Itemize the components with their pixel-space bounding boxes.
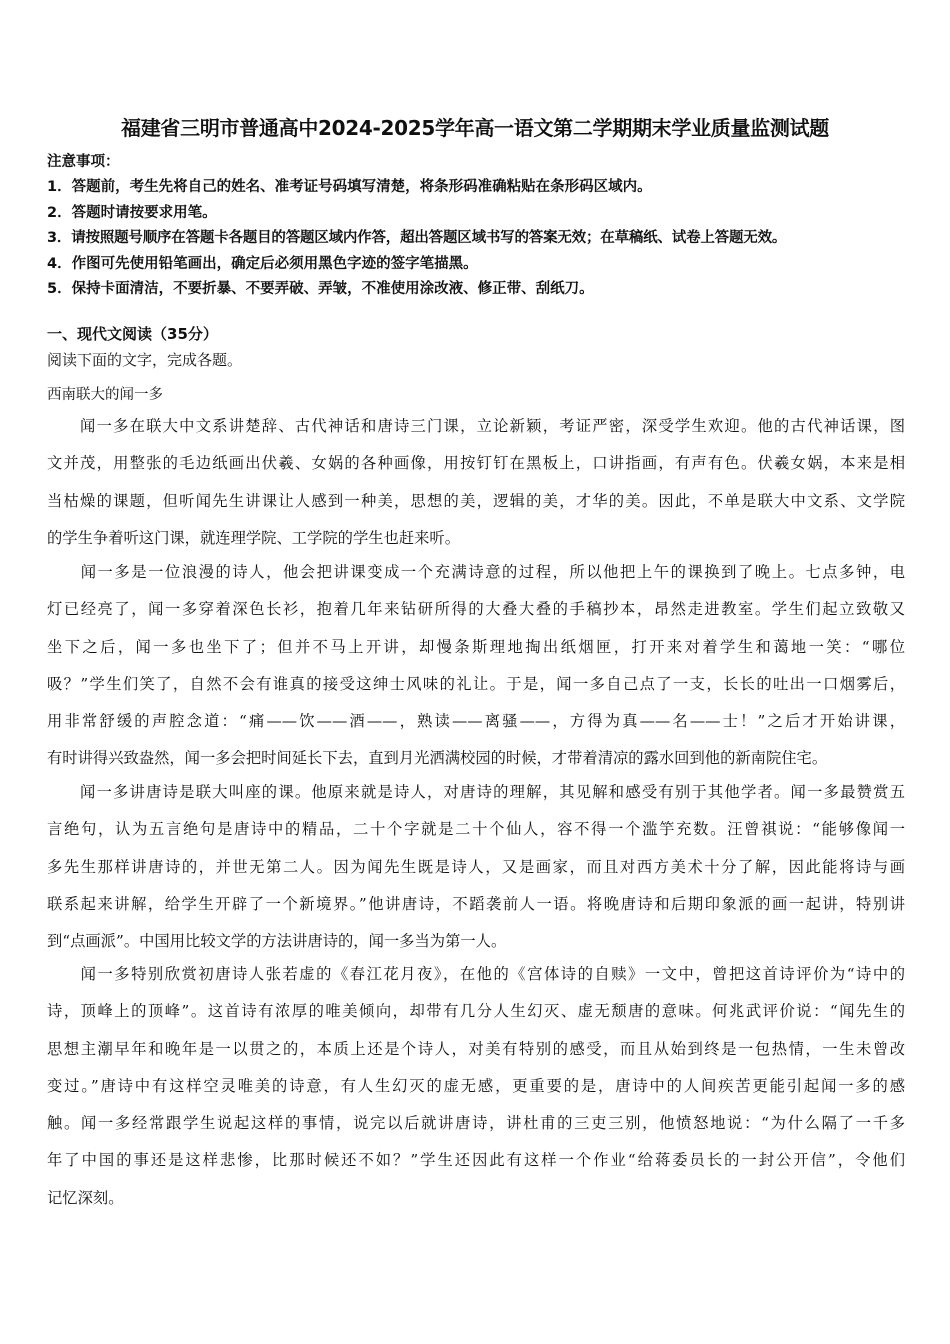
paragraph bbox=[47, 408, 905, 557]
paragraph-line: 用非常舒缓的声腔念道：“痛——饮——酒——，熟读——离骚——，方得为真——名——士！”之后才开始讲课， bbox=[47, 712, 905, 731]
paragraph-line: 闻一多在联大中文系讲楚辞、古代神话和唐诗三门课，立论新颖，考证严密，深受学生欢迎。他的古代神话课，图 bbox=[47, 417, 905, 435]
note-item: 3．请按照题号顺序在答题卡各题目的答题区域内作答，超出答题区域书写的答案无效；在草稿纸、试卷上答题无效。 bbox=[47, 230, 787, 247]
note-item: 4．作图可先使用铅笔画出，确定后必须用黑色字迹的签字笔描黑。 bbox=[47, 255, 478, 272]
paragraph-line: 言绝句，认为五言绝句是唐诗中的精品，二十个字就是二十个仙人，容不得一个滥竽充数。汪曾祺说：“能够像闻一 bbox=[47, 820, 905, 839]
paragraph-line: 变过。”唐诗中有这样空灵唯美的诗意，有人生幻灭的虚无感，更重要的是，唐诗中的人间疾苦更能引起闻一多的感 bbox=[47, 1076, 905, 1095]
paragraph-line: 闻一多特别欣赏初唐诗人张若虚的《春江花月夜》，在他的《宫体诗的自赎》一文中，曾把这首诗评价为“诗中的 bbox=[47, 965, 905, 983]
note-item: 2．答题时请按要求用笔。 bbox=[47, 204, 217, 221]
paragraph-line: 坐下之后，闻一多也坐下了；但并不马上开讲，却慢条斯理地掏出纸烟匣，打开来对着学生和蔼地一笑：“哪位 bbox=[47, 637, 905, 656]
passage-title: 西南联大的闻一多 bbox=[47, 387, 163, 403]
paragraph-line: 记忆深刻。 bbox=[47, 1188, 124, 1207]
paragraph bbox=[47, 554, 905, 778]
paragraph-line: 到“点画派”。中国用比较文学的方法讲唐诗的，闻一多当为第一人。 bbox=[47, 932, 507, 951]
exam-notes bbox=[47, 150, 905, 302]
paragraph-line: 闻一多讲唐诗是联大叫座的课。他原来就是诗人，对唐诗的理解，其见解和感受有别于其他学者。闻一多最赞赏五 bbox=[47, 783, 905, 801]
paragraph-line: 当枯燥的课题，但听闻先生讲课让人感到一种美，思想的美，逻辑的美，才华的美。因此，不单是联大中文系、文学院 bbox=[47, 491, 905, 510]
paragraph-line: 诗，顶峰上的顶峰”。这首诗有浓厚的唯美倾向，却带有几分人生幻灭、虚无颓唐的意味。何兆武评价说：“闻先生的 bbox=[47, 1002, 905, 1021]
note-item: 5．保持卡面清洁，不要折暴、不要弄破、弄皱，不准使用涂改液、修正带、刮纸刀。 bbox=[47, 281, 594, 298]
note-item: 1．答题前，考生先将自己的姓名、准考证号码填写清楚，将条形码准确粘贴在条形码区域内。 bbox=[47, 179, 652, 196]
paragraph-line: 思想主潮早年和晚年是一以贯之的，本质上还是个诗人，对美有特别的感受，而且从始到终是一包热情，一生未曾改 bbox=[47, 1039, 905, 1058]
notes-heading: 注意事项： bbox=[47, 154, 120, 170]
paragraph-line: 灯已经亮了，闻一多穿着深色长衫，抱着几年来钻研所得的大叠大叠的手稿抄本，昂然走进教室。学生们起立致敬又 bbox=[47, 600, 905, 619]
paragraph-line: 的学生争着听这门课，就连理学院、工学院的学生也赶来听。 bbox=[47, 528, 461, 547]
document-title: 福建省三明市普通高中2024-2025学年高一语文第二学期期末学业质量监测试题 bbox=[121, 116, 829, 140]
paragraph-line: 年了中国的事还是这样悲惨，比那时候还不如？”学生还因此有这样一个作业“给蒋委员长的一封公开信”，令他们 bbox=[47, 1151, 905, 1170]
paragraph-line: 触。闻一多经常跟学生说起这样的事情，说完以后就讲唐诗，讲杜甫的三吏三别，他愤怒地说：“为什么隔了一千多 bbox=[47, 1114, 905, 1133]
paragraph bbox=[47, 774, 905, 960]
paragraph-line: 联系起来讲解，给学生开辟了一个新境界。”他讲唐诗，不蹈袭前人一语。将晚唐诗和后期印象派的画一起讲，特别讲 bbox=[47, 894, 905, 913]
paragraph-line: 闻一多是一位浪漫的诗人，他会把讲课变成一个充满诗意的过程，所以他把上午的课换到了晚上。七点多钟，电 bbox=[47, 563, 905, 581]
paragraph-line: 文并茂，用整张的毛边纸画出伏羲、女娲的各种画像，用按钉钉在黑板上，口讲指画，有声有色。伏羲女娲，本来是相 bbox=[47, 454, 905, 473]
section-instruction: 阅读下面的文字，完成各题。 bbox=[47, 351, 243, 369]
paragraph-line: 有时讲得兴致盎然，闻一多会把时间延长下去，直到月光洒满校园的时候，才带着清凉的露水回到他的新南院住宅。 bbox=[47, 749, 828, 768]
section-heading: 一、现代文阅读（35分） bbox=[47, 325, 218, 343]
paragraph-line: 多先生那样讲唐诗的，并世无第二人。因为闻先生既是诗人，又是画家，而且对西方美术十分了解，因此能将诗与画 bbox=[47, 857, 905, 876]
paragraph bbox=[47, 956, 905, 1217]
paragraph-line: 吸？”学生们笑了，自然不会有谁真的接受这绅士风味的礼让。于是，闻一多自己点了一支，长长的吐出一口烟雾后， bbox=[47, 674, 905, 693]
